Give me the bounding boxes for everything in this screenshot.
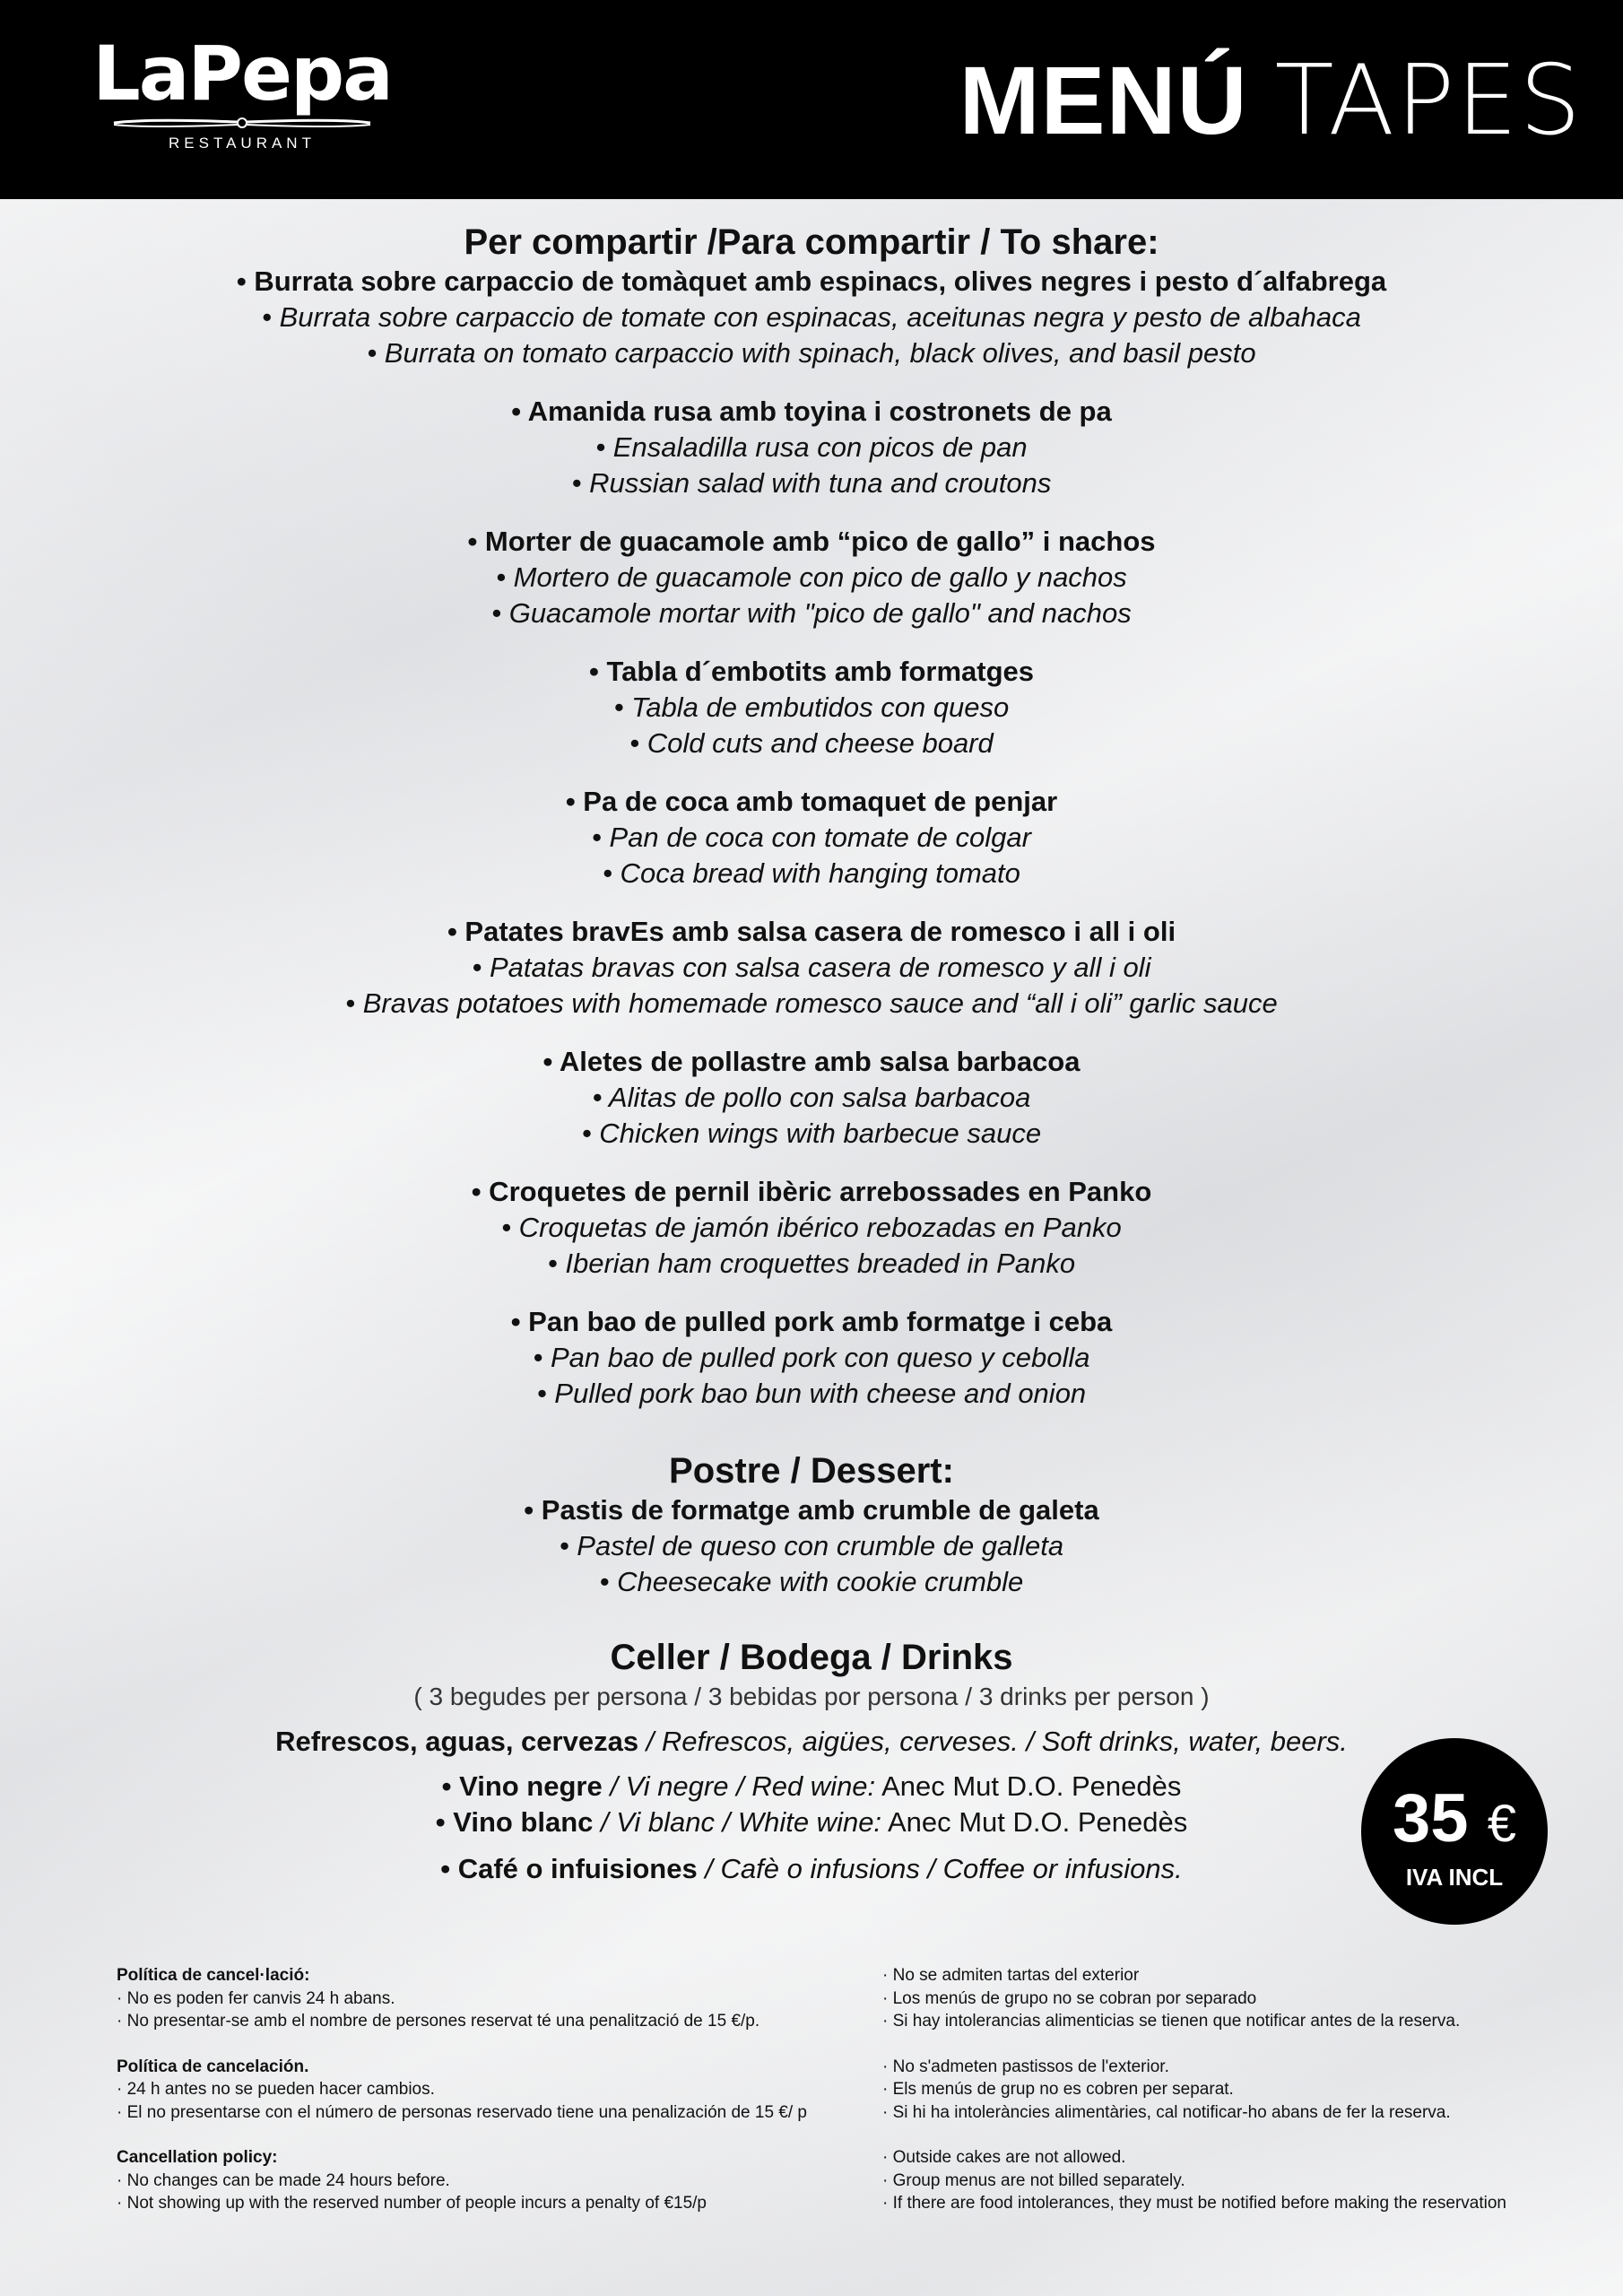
group-policy-block-ca	[882, 2056, 1564, 2125]
menu-content	[0, 221, 1623, 1887]
policy-line: · If there are food intolerances, they must be notified before making the reservation	[882, 2194, 1506, 2213]
drink-soft-rest: / Refrescos, aigües, cerveses. / Soft drinks, water, beers.	[638, 1726, 1348, 1757]
price-tax-note: IVA INCL	[1405, 1864, 1504, 1891]
policy-line: · Els menús de grup no es cobren per separat.	[882, 2080, 1234, 2099]
group-policy-block-en	[882, 2146, 1564, 2215]
policy-line: · El no presentarse con el número de personas reservado tiene una penalización de 15 €/ p	[117, 2102, 807, 2122]
dish-name-en: • Guacamole mortar with "pico de gallo" and nachos	[491, 597, 1132, 629]
drink-coffee-rest: / Cafè o infusions / Coffee or infusions.	[697, 1853, 1183, 1884]
dish-item	[0, 524, 1623, 631]
dish-name-es: • Ensaladilla rusa con picos de pan	[595, 431, 1028, 463]
dish-name-es: • Pan de coca con tomate de colgar	[592, 822, 1031, 853]
dessert-name-ca: • Pastis de formatge amb crumble de galeta	[524, 1494, 1099, 1526]
rope-icon	[112, 117, 372, 129]
price-currency: €	[1487, 1795, 1516, 1853]
drink-red-name: Anec Mut D.O. Penedès	[875, 1770, 1182, 1802]
dish-name-ca: • Patates bravEs amb salsa casera de romesco i all i oli	[447, 916, 1176, 947]
header-bar	[0, 0, 1623, 199]
drink-red-bold: • Vino negre	[441, 1770, 603, 1802]
menu-title-light: TAPES	[1274, 45, 1583, 157]
policy-line: · No s'admeten pastissos de l'exterior.	[882, 2057, 1169, 2076]
drink-coffee-bold: • Café o infuisiones	[440, 1853, 698, 1884]
dish-item	[0, 1304, 1623, 1412]
drink-soft	[0, 1724, 1623, 1760]
dish-name-ca: • Pa de coca amb tomaquet de penjar	[565, 786, 1058, 817]
policy-block-es	[117, 2056, 852, 2125]
share-section-title: Per compartir /Para compartir / To share:	[464, 222, 1159, 262]
dish-name-ca: • Pan bao de pulled pork amb formatge i ceba	[510, 1306, 1113, 1337]
drink-soft-bold: Refrescos, aguas, cervezas	[275, 1726, 639, 1757]
drinks-section-title: Celler / Bodega / Drinks	[610, 1638, 1013, 1677]
dish-name-ca: • Croquetes de pernil ibèric arrebossades en Panko	[471, 1176, 1152, 1207]
dish-item	[0, 784, 1623, 891]
menu-title	[959, 45, 1583, 157]
dish-name-ca: • Amanida rusa amb toyina i costronets de pa	[511, 396, 1112, 427]
dish-name-ca: • Tabla d´embotits amb formatges	[588, 656, 1034, 687]
policy-line: · No se admiten tartas del exterior	[882, 1966, 1140, 1985]
drink-white-bold: • Vino blanc	[435, 1806, 594, 1838]
restaurant-logo	[90, 30, 395, 161]
dish-name-en: • Cold cuts and cheese board	[629, 727, 994, 759]
cancellation-policy	[117, 1964, 852, 2238]
policy-line: · Not showing up with the reserved number of people incurs a penalty of €15/p	[117, 2194, 707, 2213]
dish-item	[0, 914, 1623, 1022]
dessert-name-es: • Pastel de queso con crumble de galleta	[559, 1530, 1064, 1561]
dessert-item	[0, 1492, 1623, 1600]
policy-block-en	[117, 2146, 852, 2215]
policy-heading: Cancellation policy:	[117, 2148, 278, 2167]
policy-block-ca	[117, 1964, 852, 2033]
dish-item	[0, 654, 1623, 761]
dish-item	[0, 1044, 1623, 1152]
policy-line: · Si hi ha intoleràncies alimentàries, cal notificar-ho abans de fer la reserva.	[882, 2102, 1451, 2122]
policy-line: · Outside cakes are not allowed.	[882, 2148, 1126, 2167]
price-amount	[1361, 1780, 1548, 1857]
dish-name-ca: • Aletes de pollastre amb salsa barbacoa	[542, 1046, 1081, 1077]
dessert-section-title: Postre / Dessert:	[669, 1451, 954, 1491]
policy-line: · Los menús de grupo no se cobran por separado	[882, 1988, 1257, 2008]
dish-name-es: • Burrata sobre carpaccio de tomate con espinacas, aceitunas negra y pesto de albahaca	[262, 301, 1361, 333]
dish-name-en: • Pulled pork bao bun with cheese and onion	[536, 1378, 1087, 1409]
dish-name-es: • Mortero de guacamole con pico de gallo y nachos	[496, 561, 1127, 593]
policy-heading: Política de cancel·lació:	[117, 1966, 310, 1985]
dish-name-ca: • Burrata sobre carpaccio de tomàquet amb espinacs, olives negres i pesto d´alfabrega	[236, 265, 1387, 297]
logo-text: LaPepa	[92, 30, 392, 117]
policy-line: · No es poden fer canvis 24 h abans.	[117, 1988, 395, 2008]
dish-name-en: • Chicken wings with barbecue sauce	[581, 1118, 1042, 1149]
dish-name-ca: • Morter de guacamole amb “pico de gallo” i nachos	[467, 526, 1156, 557]
dish-name-es: • Croquetas de jamón ibérico rebozadas en Panko	[501, 1212, 1122, 1243]
drinks-note: ( 3 begudes per persona / 3 bebidas por persona / 3 drinks per person )	[413, 1683, 1210, 1710]
dish-item	[0, 394, 1623, 501]
drink-white-name: Anec Mut D.O. Penedès	[881, 1806, 1188, 1838]
dish-name-es: • Patatas bravas con salsa casera de romesco y all i oli	[472, 952, 1151, 983]
policy-heading: Política de cancelación.	[117, 2057, 309, 2076]
drink-red-italic: / Vi negre / Red wine:	[602, 1770, 876, 1802]
dish-item	[0, 1174, 1623, 1282]
menu-title-bold: MENÚ	[959, 46, 1248, 154]
group-policy	[882, 1964, 1564, 2238]
drink-white-italic: / Vi blanc / White wine:	[593, 1806, 882, 1838]
price-badge	[1361, 1738, 1548, 1925]
dessert-name-en: • Cheesecake with cookie crumble	[599, 1566, 1024, 1597]
policy-line: · No presentar-se amb el nombre de persones reservat té una penalització de 15 €/p.	[117, 2012, 760, 2031]
dish-name-en: • Iberian ham croquettes breaded in Panko	[547, 1248, 1076, 1279]
dish-name-es: • Pan bao de pulled pork con queso y cebolla	[533, 1342, 1090, 1373]
dish-name-en: • Coca bread with hanging tomato	[603, 857, 1020, 889]
policy-line: · Group menus are not billed separately.	[882, 2170, 1185, 2190]
logo-subtitle: RESTAURANT	[169, 135, 316, 152]
dish-name-es: • Alitas de pollo con salsa barbacoa	[592, 1082, 1031, 1113]
policy-line: · No changes can be made 24 hours before.	[117, 2170, 450, 2190]
price-value: 35	[1393, 1780, 1469, 1857]
dish-item	[0, 264, 1623, 371]
policy-line: · 24 h antes no se pueden hacer cambios.	[117, 2080, 435, 2099]
policy-line: · Si hay intolerancias alimenticias se tienen que notificar antes de la reserva.	[882, 2012, 1461, 2031]
dish-name-es: • Tabla de embutidos con queso	[613, 691, 1010, 723]
dish-name-en: • Russian salad with tuna and croutons	[571, 467, 1052, 499]
dish-name-en: • Burrata on tomato carpaccio with spinach, black olives, and basil pesto	[367, 337, 1256, 369]
dish-name-en: • Bravas potatoes with homemade romesco sauce and “all i oli” garlic sauce	[345, 987, 1278, 1019]
group-policy-block-es	[882, 1964, 1564, 2033]
